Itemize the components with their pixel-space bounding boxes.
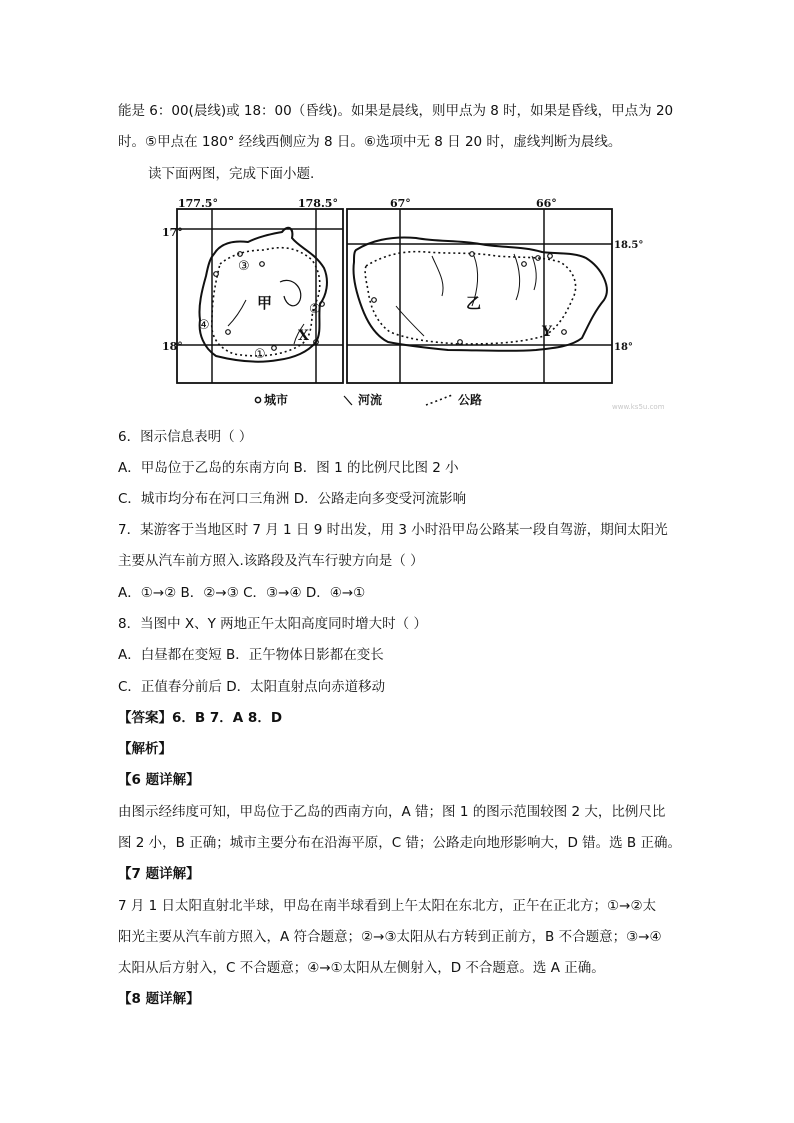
island-jia-bay xyxy=(280,280,301,305)
q6-stem: 6．图示信息表明（ ） xyxy=(118,429,253,445)
map1-lat-top: 17° xyxy=(162,226,183,239)
watermark: www.ks5u.com xyxy=(612,403,665,411)
legend-river: 河流 xyxy=(358,393,383,407)
point-y-label: Y xyxy=(542,324,552,340)
point-x-label: X xyxy=(298,328,309,344)
legend-road: 公路 xyxy=(458,393,483,407)
q6-explanation-2: 图 2 小，B 正确；城市主要分布在沿海平原，C 错；公路走向地形影响大，D 错。选 B 正确。 xyxy=(118,835,681,851)
island-yi-river-4 xyxy=(532,256,536,290)
marker-4: ④ xyxy=(198,318,210,333)
marker-1: ① xyxy=(254,347,266,362)
map-legend xyxy=(255,392,482,407)
q7-stem-2: 主要从汽车前方照入.该路段及汽车行驶方向是（ ） xyxy=(118,553,424,569)
map1-lat-bottom: 18° xyxy=(162,340,183,353)
q7-explanation-1: 7 月 1 日太阳直射北半球，甲岛在南半球看到上午太阳在东北方，正午在正北方；①→②太 xyxy=(118,898,657,914)
map2-lon-right: 66° xyxy=(536,197,557,210)
q7-heading: 【7 题详解】 xyxy=(118,866,200,882)
q7-stem-1: 7．某游客于当地区时 7 月 1 日 9 时出发，用 3 小时沿甲岛公路某一段自驾游，期间太阳光 xyxy=(118,522,668,538)
q8-heading: 【8 题详解】 xyxy=(118,991,200,1007)
map2-lon-left: 67° xyxy=(390,197,411,210)
marker-2: ② xyxy=(309,302,321,317)
island-yi-river-3 xyxy=(514,254,520,300)
analysis-heading: 【解析】 xyxy=(118,741,172,757)
island-yi-label: 乙 xyxy=(466,294,482,312)
map-2-yi xyxy=(347,197,643,383)
q6-explanation-1: 由图示经纬度可知，甲岛位于乙岛的西南方向，A 错；图 1 的图示范围较图 2 大，比例尺比 xyxy=(118,804,666,820)
q8-stem: 8．当图中 X、Y 两地正午太阳高度同时增大时（ ） xyxy=(118,616,427,632)
q6-options-ab: A．甲岛位于乙岛的东南方向 B．图 1 的比例尺比图 2 小 xyxy=(118,460,459,476)
q6-heading: 【6 题详解】 xyxy=(118,772,200,788)
intro-line-3: 读下面两图，完成下面小题. xyxy=(148,166,315,182)
q6-options-cd: C．城市均分布在河口三角洲 D．公路走向多变受河流影响 xyxy=(118,491,467,507)
island-jia-river-1 xyxy=(228,300,246,326)
marker-3: ③ xyxy=(238,259,250,274)
q8-options-cd: C．正值春分前后 D．太阳直射点向赤道移动 xyxy=(118,679,386,695)
map2-lat-top: 18.5° xyxy=(614,240,644,251)
answer-line: 【答案】6．B 7．A 8．D xyxy=(118,710,283,726)
map2-lat-bottom: 18° xyxy=(614,342,633,353)
island-yi-river-1 xyxy=(432,256,443,296)
intro-line-1: 能是 6：00(晨线)或 18：00（昏线)。如果是晨线，则甲点为 8 时，如果是昏线，甲点为 20 xyxy=(118,103,674,119)
q8-options-ab: A．白昼都在变短 B．正午物体日影都在变长 xyxy=(118,647,384,663)
intro-line-2: 时。⑤甲点在 180° 经线西侧应为 8 日。⑥选项中无 8 日 20 时，虚线判断为晨线。 xyxy=(118,134,622,150)
map-figure xyxy=(162,196,644,408)
map1-lon-left: 177.5° xyxy=(178,197,218,210)
legend-city: 城市 xyxy=(264,393,289,407)
q7-explanation-3: 太阳从后方射入，C 不合题意；④→①太阳从左侧射入，D 不合题意。选 A 正确。 xyxy=(118,960,605,976)
map1-lon-right: 178.5° xyxy=(298,197,338,210)
q7-explanation-2: 阳光主要从汽车前方照入，A 符合题意；②→③太阳从右方转到正前方，B 不合题意；③→④ xyxy=(118,929,662,945)
map-1-jia xyxy=(162,197,343,383)
island-jia-label: 甲 xyxy=(257,294,273,312)
q7-options: A．①→② B．②→③ C．③→④ D．④→① xyxy=(118,585,366,601)
